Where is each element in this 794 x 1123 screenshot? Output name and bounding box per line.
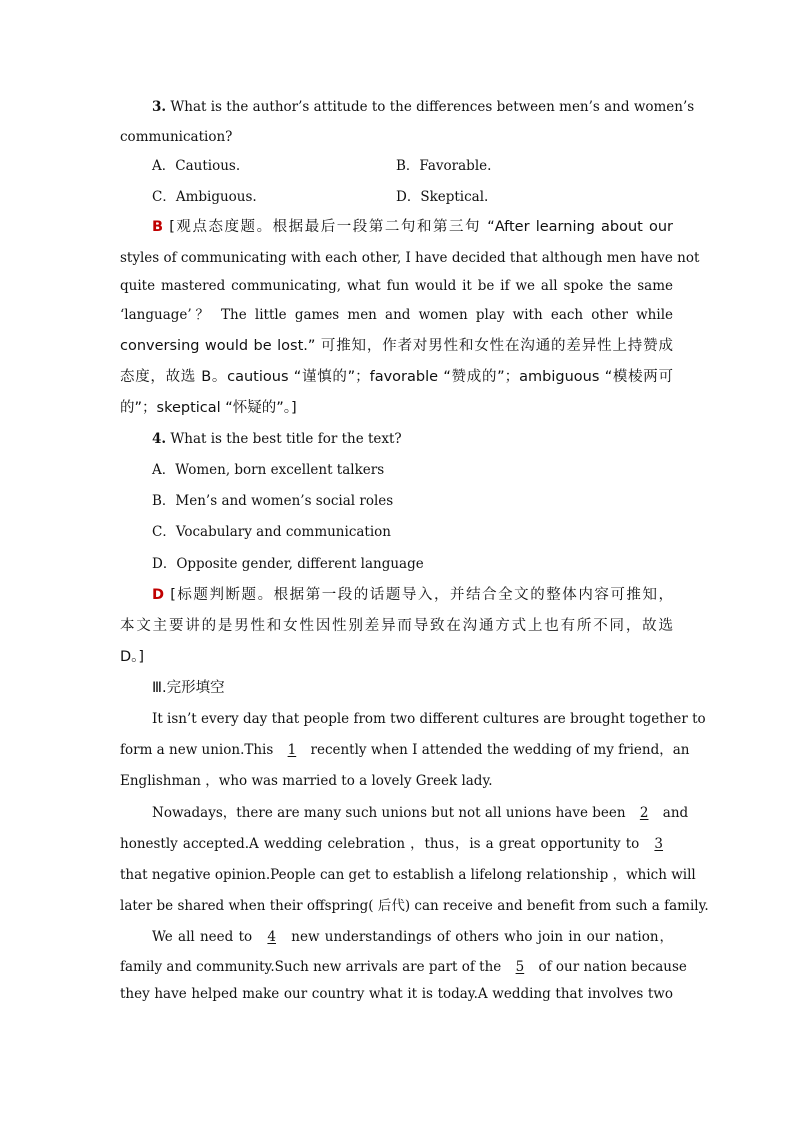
p1-line-3: Englishman ，who was married to a lovely Greek lady.: [120, 773, 493, 789]
p2-line-4: later be shared when their offspring( 后代) can receive and benefit from such a family.: [120, 898, 709, 914]
p2-line-1a: Nowadays，there are many such unions but not all unions have been: [152, 805, 626, 821]
q4-number: 4.: [152, 431, 167, 447]
p1-line-2a: form a new union.This: [120, 742, 274, 758]
p2-line-1: [152, 804, 689, 822]
q4-answer: D: [152, 587, 165, 603]
p3-line-2a: family and community.Such new arrivals are part of the: [120, 959, 502, 975]
blank-2: 2: [639, 805, 649, 821]
blank-4: 4: [267, 929, 277, 945]
q4-option-d: D．Opposite gender, different language: [152, 556, 424, 572]
q3-stem: [152, 98, 695, 116]
q4-explanation-line: [152, 586, 673, 604]
p2-line-2a: honestly accepted.A wedding celebration ，thus，is a great opportunity to: [120, 836, 640, 852]
p3-line-2: [120, 958, 687, 976]
q4-explain-2: D。]: [120, 649, 145, 665]
q4-explain-1: 本文主要讲的是男性和女性因性别差异而导致在沟通方式上也有所不同，故选: [120, 618, 673, 634]
p2-line-2: [120, 835, 673, 853]
q3-explain-0: [观点态度题。根据最后一段第二句和第三句 “After learning about our: [169, 219, 674, 235]
q3-option-c: C．Ambiguous.: [152, 189, 257, 205]
q3-explain-4: conversing would be lost.” 可推知，作者对男性和女性在沟通的差异性上持赞成: [120, 338, 673, 354]
q3-explain-3: ‘language’？ The little games men and women play with each other while: [120, 307, 673, 323]
p3-line-1: [152, 928, 673, 946]
p3-line-1a: We all need to: [152, 929, 253, 945]
q4-stem-text: What is the best title for the text?: [170, 431, 402, 447]
section-heading: Ⅲ.完形填空: [152, 680, 225, 696]
blank-1: 1: [287, 742, 297, 758]
q4-option-b: B．Men’s and women’s social roles: [152, 493, 394, 509]
q3-answer: B: [152, 219, 164, 235]
q3-explain-6: 的”；skeptical “怀疑的”。]: [120, 400, 297, 416]
p2-line-1b: and: [662, 805, 689, 821]
p1-line-1: It isn’t every day that people from two different cultures are brought together to: [152, 711, 706, 727]
q3-number: 3.: [152, 99, 167, 115]
q4-stem: [152, 430, 673, 448]
p3-line-2b: of our nation because: [538, 959, 687, 975]
q3-option-d: D．Skeptical.: [396, 189, 489, 205]
q3-explain-1: styles of communicating with each other, I have decided that although men have not: [120, 250, 700, 266]
p1-line-2: [120, 741, 690, 759]
q3-stem-cont: communication?: [120, 129, 233, 145]
q3-stem-text: What is the author’s attitude to the differences between men’s and women’s: [170, 99, 695, 115]
q3-explain-2: quite mastered communicating, what fun would it be if we all spoke the same: [120, 278, 673, 294]
q4-option-c: C．Vocabulary and communication: [152, 524, 391, 540]
q3-option-a: A．Cautious.: [152, 158, 241, 174]
p1-line-2b: recently when I attended the wedding of my friend，an: [310, 742, 690, 758]
blank-5: 5: [515, 959, 525, 975]
q3-option-b: B．Favorable.: [396, 158, 492, 174]
q3-explanation-line: [152, 218, 673, 236]
p2-line-3: that negative opinion.People can get to establish a lifelong relationship ，which will: [120, 867, 696, 883]
q4-option-a: A．Women, born excellent talkers: [152, 462, 385, 478]
q4-explain-0: [标题判断题。根据第一段的话题导入，并结合全文的整体内容可推知，: [170, 587, 674, 603]
p3-line-1b: new understandings of others who join in our nation，: [291, 929, 674, 945]
p3-line-3: they have helped make our country what it is today.A wedding that involves two: [120, 986, 673, 1002]
blank-3: 3: [654, 836, 664, 852]
q3-explain-5: 态度，故选 B。cautious “谨慎的”；favorable “赞成的”；ambiguous “模棱两可: [120, 369, 673, 385]
